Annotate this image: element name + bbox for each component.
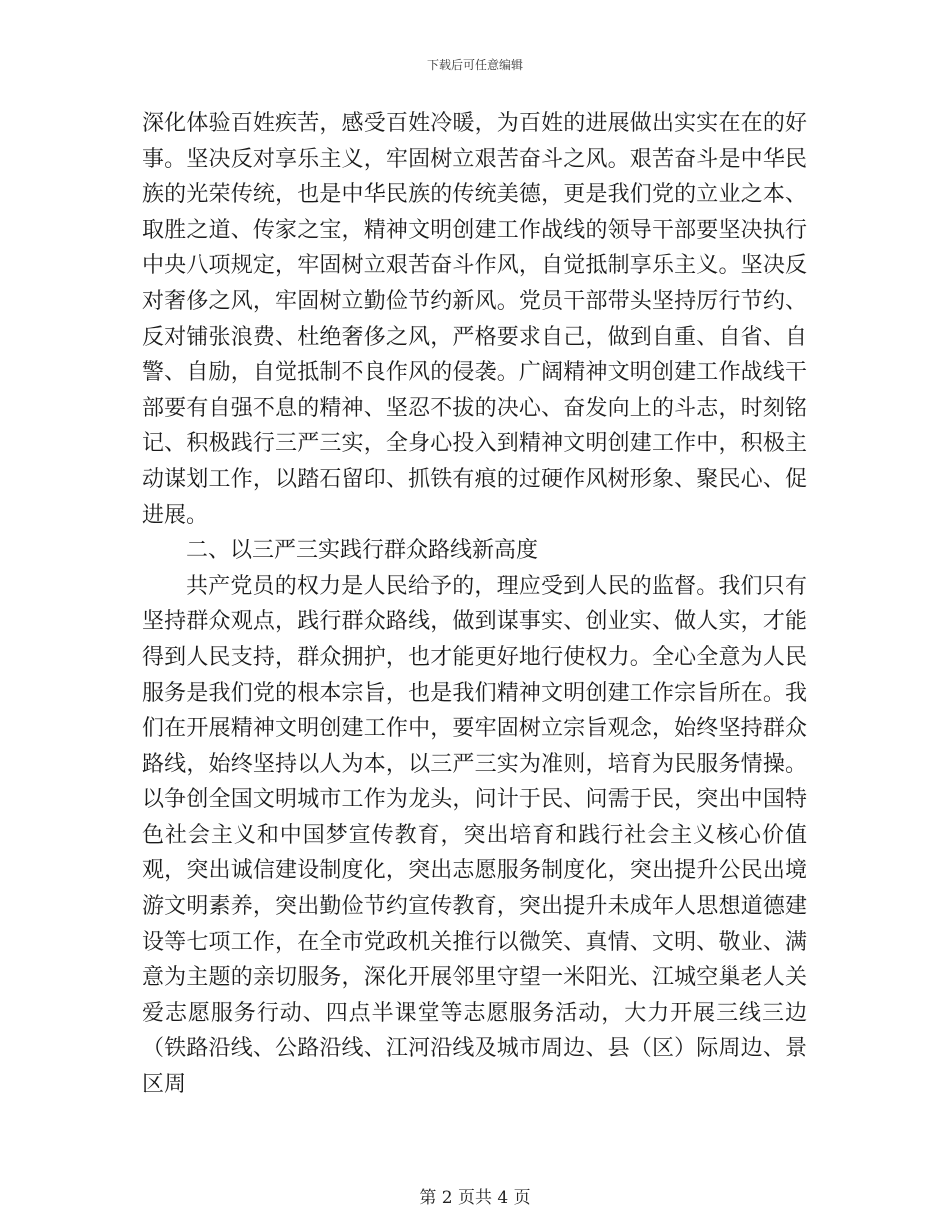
section-heading-2: 二、以三严三实践行群众路线新高度	[186, 538, 539, 564]
page-header: 下载后可任意编辑	[426, 58, 523, 72]
paragraph-2: 共产党员的权力是人民给予的，理应受到人民的监督。我们只有坚持群众观点，践行群众路线，做到谋事实、创业实、做人实，才能得到人民支持，群众拥护，也才能更好地行使权力。全心全意为人民服务是我们党的根本宗旨，也是我们精神文明创建工作宗旨所在。我们在开展精神文明创建工作中，要牢固树立宗旨观念，始终坚持群众路线，始终坚持以人为本，以三严三实为准则，培育为民服务情操。以争创全国文明城市工作为龙头，问计于民、问需于民，突出中国特色社会主义和中国梦宣传教育，突出培育和践行社会主义核心价值观，突出诚信建设制度化，突出志愿服务制度化，突出提升公民出境游文明素养，突出勤俭节约宣传教育，突出提升未成年人思想道德建设等七项工作，在全市党政机关推行以微笑、真情、文明、敬业、满意为主题的亲切服务，深化开展邻里守望一米阳光、江城空巢老人关爱志愿服务行动、四点半课堂等志愿服务活动，大力开展三线三边（铁路沿线、公路沿线、江河沿线及城市周边、县（区）际周边、景区周	[142, 573, 807, 1098]
document-body	[142, 106, 807, 1103]
page-number: 第 2 页共 4 页	[419, 1188, 531, 1208]
paragraph-1: 深化体验百姓疾苦，感受百姓冷暖，为百姓的进展做出实实在在的好事。坚决反对享乐主义，牢固树立艰苦奋斗之风。艰苦奋斗是中华民族的光荣传统，也是中华民族的传统美德，更是我们党的立业之本、取胜之道、传家之宝，精神文明创建工作战线的领导干部要坚决执行中央八项规定，牢固树立艰苦奋斗作风，自觉抵制享乐主义。坚决反对奢侈之风，牢固树立勤俭节约新风。党员干部带头坚持厉行节约、反对铺张浪费、杜绝奢侈之风，严格要求自己，做到自重、自省、自警、自励，自觉抵制不良作风的侵袭。广阔精神文明创建工作战线干部要有自强不息的精神、坚忍不拔的决心、奋发向上的斗志，时刻铭记、积极践行三严三实，全身心投入到精神文明创建工作中，积极主动谋划工作，以踏石留印、抓铁有痕的过硬作风树形象、聚民心、促进展。	[142, 111, 807, 528]
